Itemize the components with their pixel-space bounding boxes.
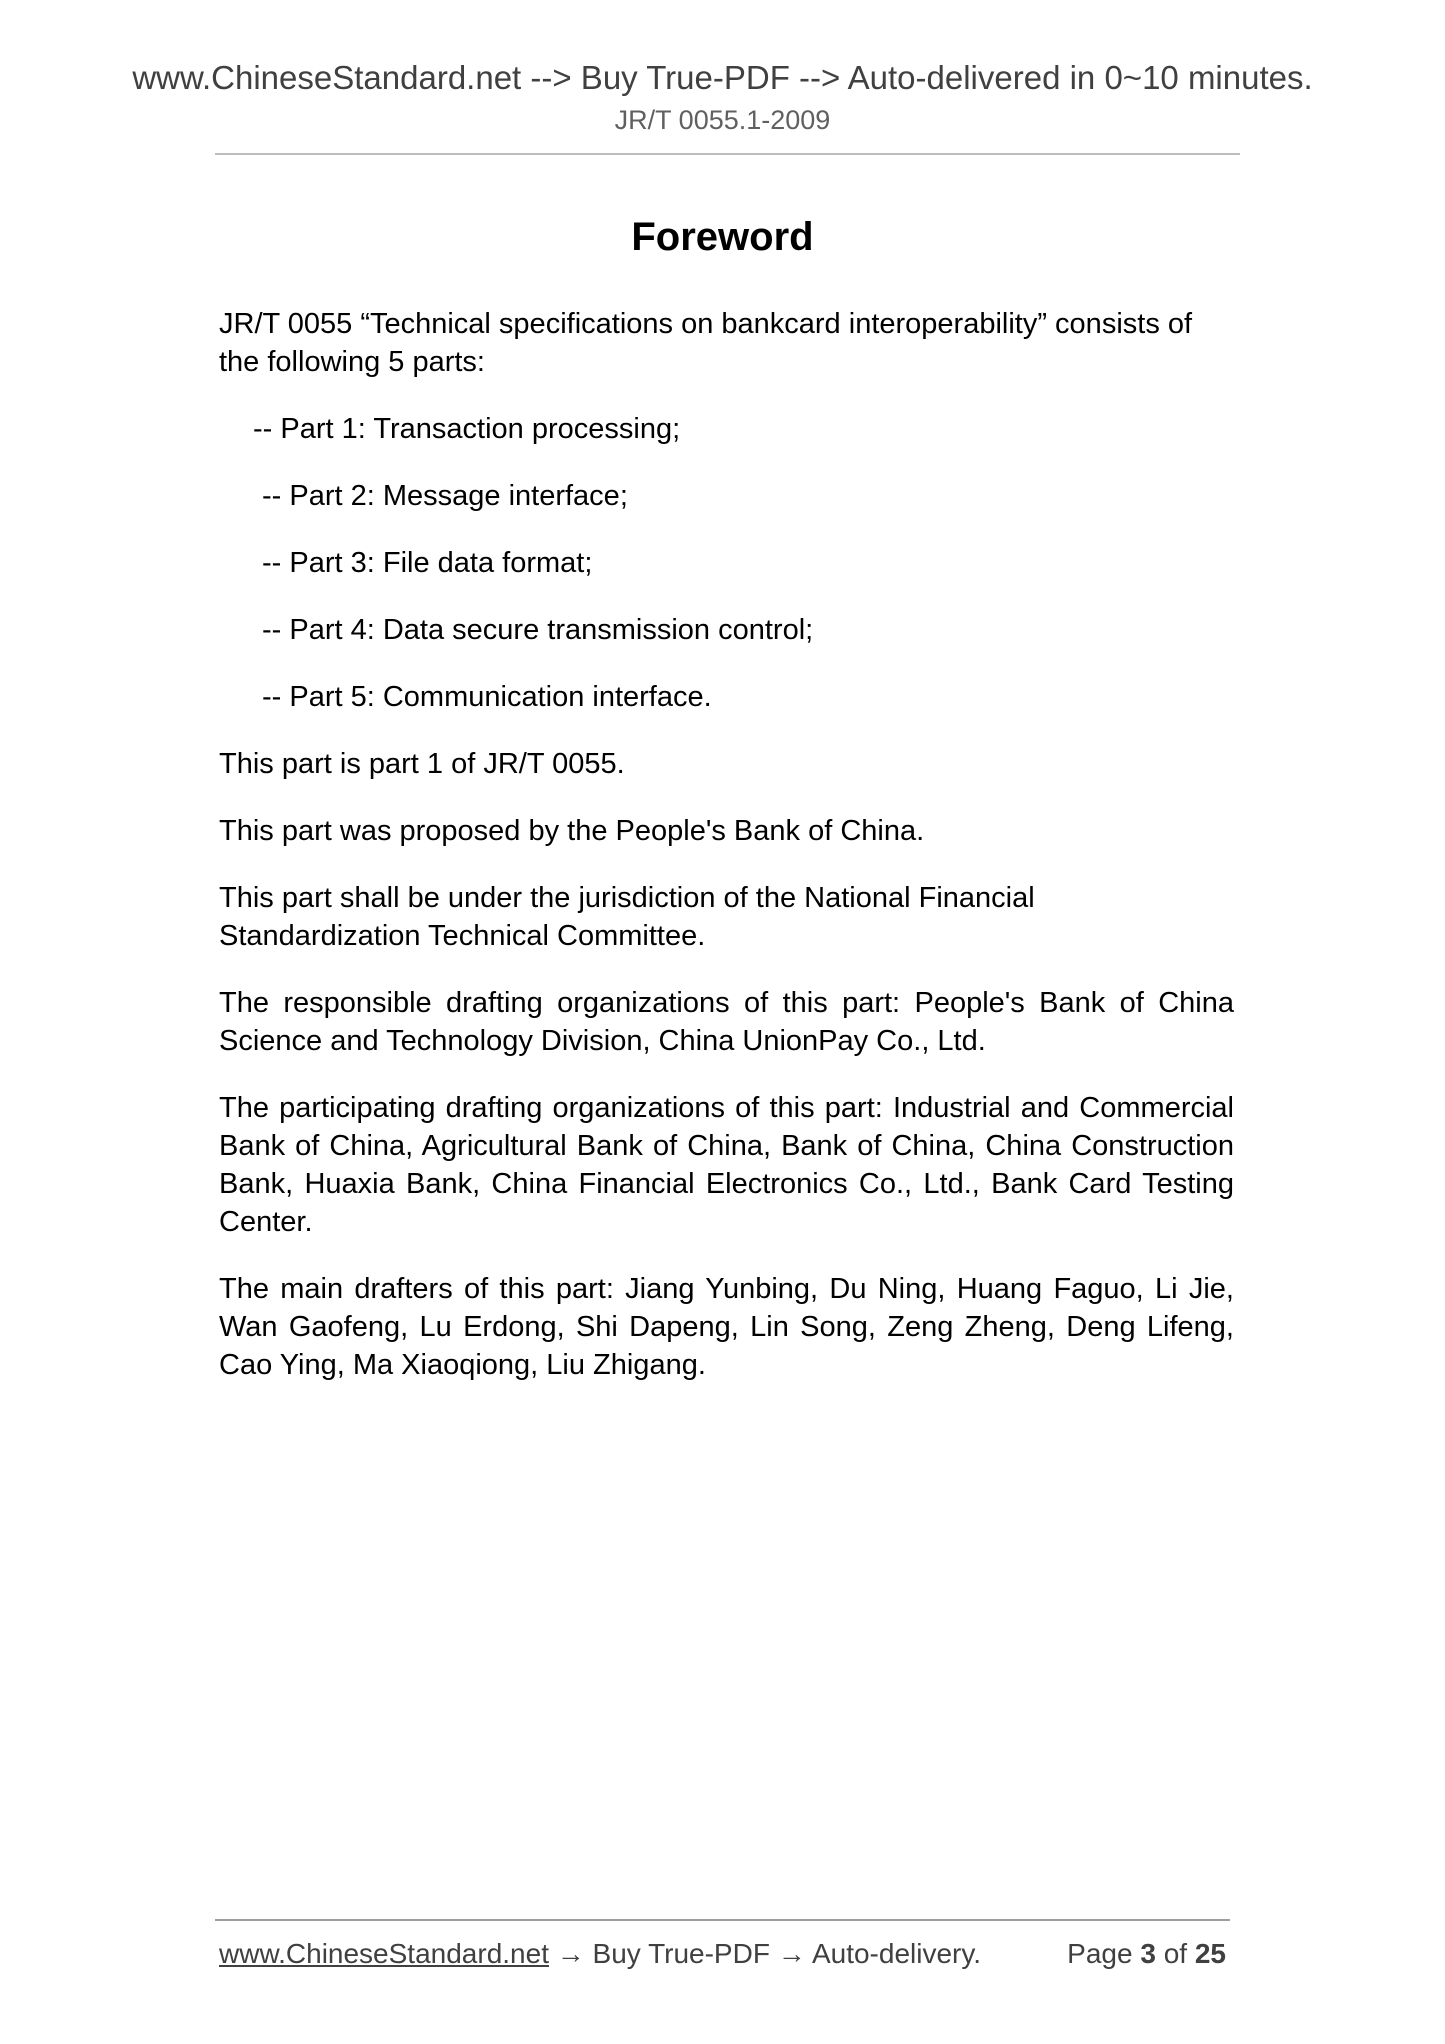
part-list-item: -- Part 5: Communication interface. xyxy=(262,681,712,713)
footer-divider xyxy=(215,1919,1230,1921)
page-word: Page xyxy=(1067,1938,1133,1969)
part-list-item: -- Part 1: Transaction processing; xyxy=(253,413,681,445)
body-paragraph: This part shall be under the jurisdiction of the National Financial Standardization Technical Committee. xyxy=(219,882,1035,952)
document-id: JR/T 0055.1-2009 xyxy=(614,105,831,135)
footer-delivery-text: Auto-delivery. xyxy=(811,1938,982,1969)
page-of: of xyxy=(1163,1938,1188,1969)
body-paragraph: The responsible drafting organizations of this part: People's Bank of China Science and Technology Division, China UnionPay Co., Ltd. xyxy=(219,987,1234,1057)
arrow-right-icon: → xyxy=(556,1938,585,1969)
part-list-item: -- Part 4: Data secure transmission control; xyxy=(262,614,814,646)
header-banner: www.ChineseStandard.net --> Buy True-PDF --> Auto-delivered in 0~10 minutes. xyxy=(132,59,1313,96)
intro-paragraph: JR/T 0055 “Technical specifications on bankcard interoperability” consists of the following 5 parts: xyxy=(219,308,1193,378)
footer-buy-text: Buy True-PDF xyxy=(592,1938,770,1969)
page-total: 25 xyxy=(1194,1938,1226,1969)
page-footer xyxy=(219,1936,1230,1972)
body-paragraph: The main drafters of this part: Jiang Yunbing, Du Ning, Huang Faguo, Li Jie, Wan Gaofeng, Lu Erdong, Shi Dapeng, Lin Song, Zeng Zheng, Deng Lifeng, Cao Ying, Ma Xiaoqiong, Liu Zhigang. xyxy=(219,1273,1234,1381)
page-number xyxy=(1067,1936,1226,1972)
body-paragraph: The participating drafting organizations of this part: Industrial and Commercial Bank of China, Agricultural Bank of China, Bank of China, China Construction Bank, Huaxia Bank, China Financial Electronics Co., Ltd., Bank Card Testing Center. xyxy=(219,1092,1234,1238)
footer-website-link[interactable]: www.ChineseStandard.net xyxy=(219,1938,549,1969)
body-paragraph: This part is part 1 of JR/T 0055. xyxy=(219,748,625,780)
body-paragraph: This part was proposed by the People's Bank of China. xyxy=(219,815,925,847)
arrow-right-icon: → xyxy=(777,1938,806,1969)
part-list-item: -- Part 3: File data format; xyxy=(262,547,593,579)
part-list-item: -- Part 2: Message interface; xyxy=(262,480,628,512)
page-current: 3 xyxy=(1140,1938,1156,1969)
page-title: Foreword xyxy=(631,215,814,259)
foreword-body xyxy=(219,305,1234,1413)
header-divider xyxy=(215,153,1240,155)
